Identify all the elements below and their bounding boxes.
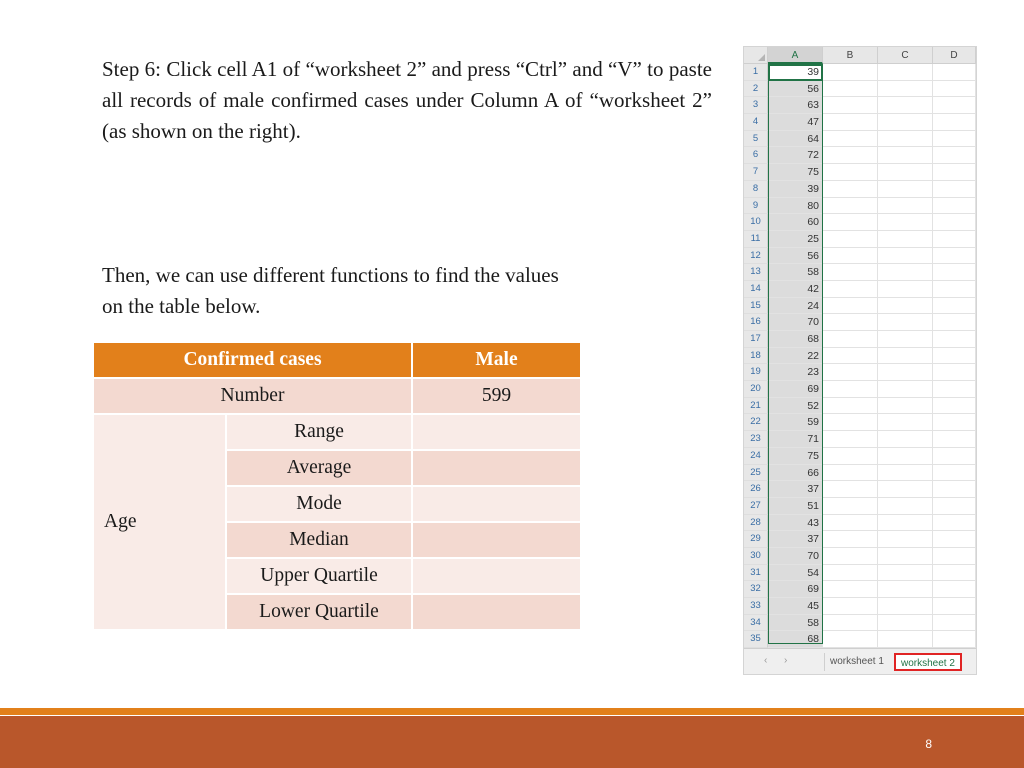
cell-column-a[interactable]: 52 <box>768 398 823 415</box>
row-number[interactable]: 2 <box>744 81 768 98</box>
sheet-row <box>744 131 976 148</box>
row-number[interactable]: 5 <box>744 131 768 148</box>
cell-empty[interactable] <box>878 314 933 331</box>
cell-empty[interactable] <box>878 531 933 548</box>
cell-empty[interactable] <box>878 214 933 231</box>
row-number[interactable]: 28 <box>744 515 768 532</box>
cell-empty[interactable] <box>878 348 933 365</box>
cell-column-a[interactable]: 39 <box>768 181 823 198</box>
cell-empty[interactable] <box>933 264 976 281</box>
sheet-row <box>744 214 976 231</box>
cell-empty[interactable] <box>878 131 933 148</box>
cell-column-a[interactable]: 58 <box>768 264 823 281</box>
tab-worksheet-1[interactable]: worksheet 1 <box>824 653 889 671</box>
sheet-row <box>744 64 976 81</box>
cell-column-a[interactable]: 58 <box>768 615 823 632</box>
cell-column-a[interactable]: 47 <box>768 114 823 131</box>
cell-empty[interactable] <box>823 565 878 582</box>
cell-empty[interactable] <box>933 615 976 632</box>
sheet-row <box>744 81 976 98</box>
row-number[interactable]: 22 <box>744 414 768 431</box>
cell-empty[interactable] <box>823 498 878 515</box>
sheet-row <box>744 631 976 648</box>
cell-empty[interactable] <box>878 581 933 598</box>
cell-empty[interactable] <box>878 598 933 615</box>
cell-empty[interactable] <box>878 97 933 114</box>
cell-empty[interactable] <box>823 198 878 215</box>
cell-empty[interactable] <box>823 348 878 365</box>
cell-column-a[interactable]: 68 <box>768 631 823 648</box>
cell-empty[interactable] <box>933 214 976 231</box>
sheet-row <box>744 314 976 331</box>
cell-column-a[interactable]: 24 <box>768 298 823 315</box>
cell-column-a[interactable]: 51 <box>768 498 823 515</box>
cell-empty[interactable] <box>933 147 976 164</box>
cell-column-a[interactable]: 45 <box>768 598 823 615</box>
column-header-c[interactable]: C <box>878 47 933 64</box>
row-number[interactable]: 20 <box>744 381 768 398</box>
sheet-row <box>744 181 976 198</box>
stat-label: Upper Quartile <box>226 558 412 594</box>
row-number[interactable]: 27 <box>744 498 768 515</box>
row-number[interactable]: 10 <box>744 214 768 231</box>
cell-empty[interactable] <box>933 331 976 348</box>
column-header-d[interactable]: D <box>933 47 976 64</box>
cell-empty[interactable] <box>878 248 933 265</box>
row-number[interactable]: 3 <box>744 97 768 114</box>
sheet-row <box>744 281 976 298</box>
cell-empty[interactable] <box>823 248 878 265</box>
sheet-row <box>744 565 976 582</box>
sheet-row <box>744 448 976 465</box>
cell-empty[interactable] <box>878 181 933 198</box>
cell-empty[interactable] <box>878 331 933 348</box>
spreadsheet-screenshot <box>743 46 977 675</box>
row-number[interactable]: 18 <box>744 348 768 365</box>
cell-empty[interactable] <box>823 314 878 331</box>
stat-value <box>412 450 581 486</box>
table-row-number <box>93 378 581 414</box>
sheet-tab-bar <box>744 648 976 674</box>
tab-prev-arrow-icon[interactable]: ‹ <box>764 655 768 666</box>
cell-empty[interactable] <box>823 381 878 398</box>
row-number[interactable]: 16 <box>744 314 768 331</box>
cell-empty[interactable] <box>878 364 933 381</box>
cell-empty[interactable] <box>933 481 976 498</box>
cell-empty[interactable] <box>878 548 933 565</box>
sheet-row <box>744 231 976 248</box>
sheet-row <box>744 515 976 532</box>
cell-empty[interactable] <box>878 281 933 298</box>
sheet-row <box>744 398 976 415</box>
row-number[interactable]: 15 <box>744 298 768 315</box>
cell-empty[interactable] <box>823 364 878 381</box>
row-number[interactable]: 13 <box>744 264 768 281</box>
sheet-grid <box>744 64 976 648</box>
cell-empty[interactable] <box>823 281 878 298</box>
cell-empty[interactable] <box>823 414 878 431</box>
stat-value <box>412 414 581 450</box>
sheet-row <box>744 248 976 265</box>
cell-empty[interactable] <box>933 131 976 148</box>
cell-empty[interactable] <box>933 531 976 548</box>
cell-column-a[interactable]: 37 <box>768 531 823 548</box>
cell-empty[interactable] <box>933 248 976 265</box>
row-number[interactable]: 7 <box>744 164 768 181</box>
cell-empty[interactable] <box>933 431 976 448</box>
stat-value <box>412 594 581 630</box>
cell-column-a[interactable]: 75 <box>768 448 823 465</box>
cell-empty[interactable] <box>878 164 933 181</box>
select-all-corner[interactable] <box>744 47 768 64</box>
cell-empty[interactable] <box>878 147 933 164</box>
cell-empty[interactable] <box>933 448 976 465</box>
sheet-row <box>744 348 976 365</box>
sheet-row <box>744 615 976 632</box>
cell-empty[interactable] <box>823 548 878 565</box>
cell-empty[interactable] <box>878 114 933 131</box>
cell-column-a[interactable]: 71 <box>768 431 823 448</box>
cell-column-a[interactable]: 56 <box>768 248 823 265</box>
cell-empty[interactable] <box>878 81 933 98</box>
cell-empty[interactable] <box>933 164 976 181</box>
row-number[interactable]: 9 <box>744 198 768 215</box>
stat-label: Mode <box>226 486 412 522</box>
cell-empty[interactable] <box>933 414 976 431</box>
row-number[interactable]: 14 <box>744 281 768 298</box>
age-label: Age <box>93 414 226 630</box>
column-header-a[interactable]: A <box>768 47 823 64</box>
cell-empty[interactable] <box>933 565 976 582</box>
cell-empty[interactable] <box>823 481 878 498</box>
cell-empty[interactable] <box>933 581 976 598</box>
cell-empty[interactable] <box>823 615 878 632</box>
cell-empty[interactable] <box>823 81 878 98</box>
cell-empty[interactable] <box>878 231 933 248</box>
cell-column-a[interactable]: 37 <box>768 481 823 498</box>
cell-empty[interactable] <box>933 348 976 365</box>
cell-empty[interactable] <box>823 448 878 465</box>
stat-label: Lower Quartile <box>226 594 412 630</box>
cell-empty[interactable] <box>878 465 933 482</box>
sheet-row <box>744 465 976 482</box>
cell-empty[interactable] <box>878 515 933 532</box>
cell-column-a[interactable]: 56 <box>768 81 823 98</box>
cell-column-a[interactable]: 54 <box>768 565 823 582</box>
row-number[interactable]: 26 <box>744 481 768 498</box>
cell-empty[interactable] <box>878 264 933 281</box>
cell-empty[interactable] <box>878 565 933 582</box>
stat-value <box>412 558 581 594</box>
sheet-row <box>744 97 976 114</box>
sheet-row <box>744 498 976 515</box>
row-number[interactable]: 24 <box>744 448 768 465</box>
cell-empty[interactable] <box>823 114 878 131</box>
header-confirmed-cases: Confirmed cases <box>93 342 412 378</box>
sheet-row <box>744 531 976 548</box>
cell-column-a[interactable]: 22 <box>768 348 823 365</box>
tab-worksheet-2[interactable]: worksheet 2 <box>894 653 962 671</box>
footer-accent-line <box>0 708 1024 715</box>
sheet-row <box>744 114 976 131</box>
cell-empty[interactable] <box>878 298 933 315</box>
cell-empty[interactable] <box>823 264 878 281</box>
cell-empty[interactable] <box>823 531 878 548</box>
stat-label: Median <box>226 522 412 558</box>
cell-empty[interactable] <box>933 314 976 331</box>
sheet-row <box>744 331 976 348</box>
sheet-row <box>744 598 976 615</box>
cell-empty[interactable] <box>878 481 933 498</box>
cell-column-a[interactable]: 70 <box>768 548 823 565</box>
row-number[interactable]: 31 <box>744 565 768 582</box>
cell-empty[interactable] <box>823 331 878 348</box>
row-number[interactable]: 30 <box>744 548 768 565</box>
cell-empty[interactable] <box>933 231 976 248</box>
cell-empty[interactable] <box>823 147 878 164</box>
cell-empty[interactable] <box>933 81 976 98</box>
sheet-row <box>744 198 976 215</box>
cell-column-a[interactable]: 25 <box>768 231 823 248</box>
row-number[interactable]: 11 <box>744 231 768 248</box>
cell-empty[interactable] <box>878 414 933 431</box>
cell-column-a[interactable]: 80 <box>768 198 823 215</box>
row-number[interactable]: 23 <box>744 431 768 448</box>
cell-empty[interactable] <box>933 631 976 648</box>
sheet-row <box>744 481 976 498</box>
cell-column-a[interactable]: 43 <box>768 515 823 532</box>
sheet-row <box>744 364 976 381</box>
cell-empty[interactable] <box>823 97 878 114</box>
cell-empty[interactable] <box>878 198 933 215</box>
sheet-row <box>744 581 976 598</box>
cell-column-a[interactable]: 70 <box>768 314 823 331</box>
cell-empty[interactable] <box>933 598 976 615</box>
cell-empty[interactable] <box>823 465 878 482</box>
table-header-row <box>93 342 581 378</box>
cell-column-a[interactable]: 60 <box>768 214 823 231</box>
sheet-row <box>744 414 976 431</box>
row-number[interactable]: 4 <box>744 114 768 131</box>
cell-column-a[interactable]: 39 <box>768 64 823 81</box>
number-value: 599 <box>412 378 581 414</box>
cell-column-a[interactable]: 59 <box>768 414 823 431</box>
cell-empty[interactable] <box>933 64 976 81</box>
sheet-row <box>744 381 976 398</box>
cell-empty[interactable] <box>823 231 878 248</box>
row-number[interactable]: 29 <box>744 531 768 548</box>
cell-empty[interactable] <box>933 465 976 482</box>
cell-empty[interactable] <box>878 431 933 448</box>
cell-empty[interactable] <box>823 298 878 315</box>
cell-column-a[interactable]: 69 <box>768 581 823 598</box>
cell-empty[interactable] <box>933 181 976 198</box>
cell-empty[interactable] <box>878 381 933 398</box>
stat-value <box>412 522 581 558</box>
cell-empty[interactable] <box>823 64 878 81</box>
sheet-row <box>744 548 976 565</box>
footer-bar <box>0 716 1024 768</box>
cell-empty[interactable] <box>933 97 976 114</box>
table-row-range <box>93 414 581 450</box>
cell-empty[interactable] <box>823 398 878 415</box>
cell-empty[interactable] <box>933 498 976 515</box>
row-number[interactable]: 25 <box>744 465 768 482</box>
stat-label: Average <box>226 450 412 486</box>
stat-value <box>412 486 581 522</box>
cell-empty[interactable] <box>878 498 933 515</box>
cell-empty[interactable] <box>933 114 976 131</box>
sheet-row <box>744 298 976 315</box>
row-number[interactable]: 17 <box>744 331 768 348</box>
column-headers <box>768 47 976 64</box>
cell-column-a[interactable]: 66 <box>768 465 823 482</box>
cell-column-a[interactable]: 69 <box>768 381 823 398</box>
cell-empty[interactable] <box>933 298 976 315</box>
cell-empty[interactable] <box>823 431 878 448</box>
row-number[interactable]: 34 <box>744 615 768 632</box>
cell-empty[interactable] <box>933 515 976 532</box>
tab-next-arrow-icon[interactable]: › <box>784 655 788 666</box>
cell-empty[interactable] <box>933 364 976 381</box>
cell-column-a[interactable]: 72 <box>768 147 823 164</box>
row-number[interactable]: 35 <box>744 631 768 648</box>
cell-empty[interactable] <box>823 164 878 181</box>
cell-empty[interactable] <box>878 448 933 465</box>
row-number[interactable]: 8 <box>744 181 768 198</box>
row-number[interactable]: 12 <box>744 248 768 265</box>
cell-empty[interactable] <box>823 181 878 198</box>
cell-empty[interactable] <box>933 381 976 398</box>
sheet-row <box>744 147 976 164</box>
row-number[interactable]: 21 <box>744 398 768 415</box>
row-number[interactable]: 32 <box>744 581 768 598</box>
cell-empty[interactable] <box>823 581 878 598</box>
cell-column-a[interactable]: 63 <box>768 97 823 114</box>
cell-column-a[interactable]: 23 <box>768 364 823 381</box>
cell-column-a[interactable]: 42 <box>768 281 823 298</box>
cell-column-a[interactable]: 68 <box>768 331 823 348</box>
page-number: 8 <box>925 737 932 751</box>
cell-empty[interactable] <box>933 281 976 298</box>
statistics-table <box>92 341 582 631</box>
row-number[interactable]: 1 <box>744 64 768 81</box>
stat-label: Range <box>226 414 412 450</box>
cell-empty[interactable] <box>933 198 976 215</box>
functions-intro: Then, we can use different functions to find the values on the table below. <box>102 263 559 318</box>
cell-empty[interactable] <box>878 631 933 648</box>
cell-empty[interactable] <box>878 64 933 81</box>
cell-column-a[interactable]: 64 <box>768 131 823 148</box>
cell-empty[interactable] <box>878 615 933 632</box>
row-number[interactable]: 19 <box>744 364 768 381</box>
cell-empty[interactable] <box>823 214 878 231</box>
step6-instruction: Step 6: Click cell A1 of “worksheet 2” and press “Ctrl” and “V” to paste all records of male confirmed cases under Column A of “worksheet 2” (as shown on the right). <box>102 57 712 143</box>
column-header-b[interactable]: B <box>823 47 878 64</box>
sheet-row <box>744 164 976 181</box>
sheet-row <box>744 431 976 448</box>
cell-empty[interactable] <box>823 515 878 532</box>
cell-empty[interactable] <box>823 598 878 615</box>
cell-column-a[interactable]: 75 <box>768 164 823 181</box>
sheet-row <box>744 264 976 281</box>
cell-empty[interactable] <box>933 548 976 565</box>
header-male: Male <box>412 342 581 378</box>
row-number[interactable]: 33 <box>744 598 768 615</box>
row-number[interactable]: 6 <box>744 147 768 164</box>
cell-empty[interactable] <box>823 631 878 648</box>
cell-empty[interactable] <box>878 398 933 415</box>
number-label: Number <box>93 378 412 414</box>
cell-empty[interactable] <box>933 398 976 415</box>
cell-empty[interactable] <box>823 131 878 148</box>
